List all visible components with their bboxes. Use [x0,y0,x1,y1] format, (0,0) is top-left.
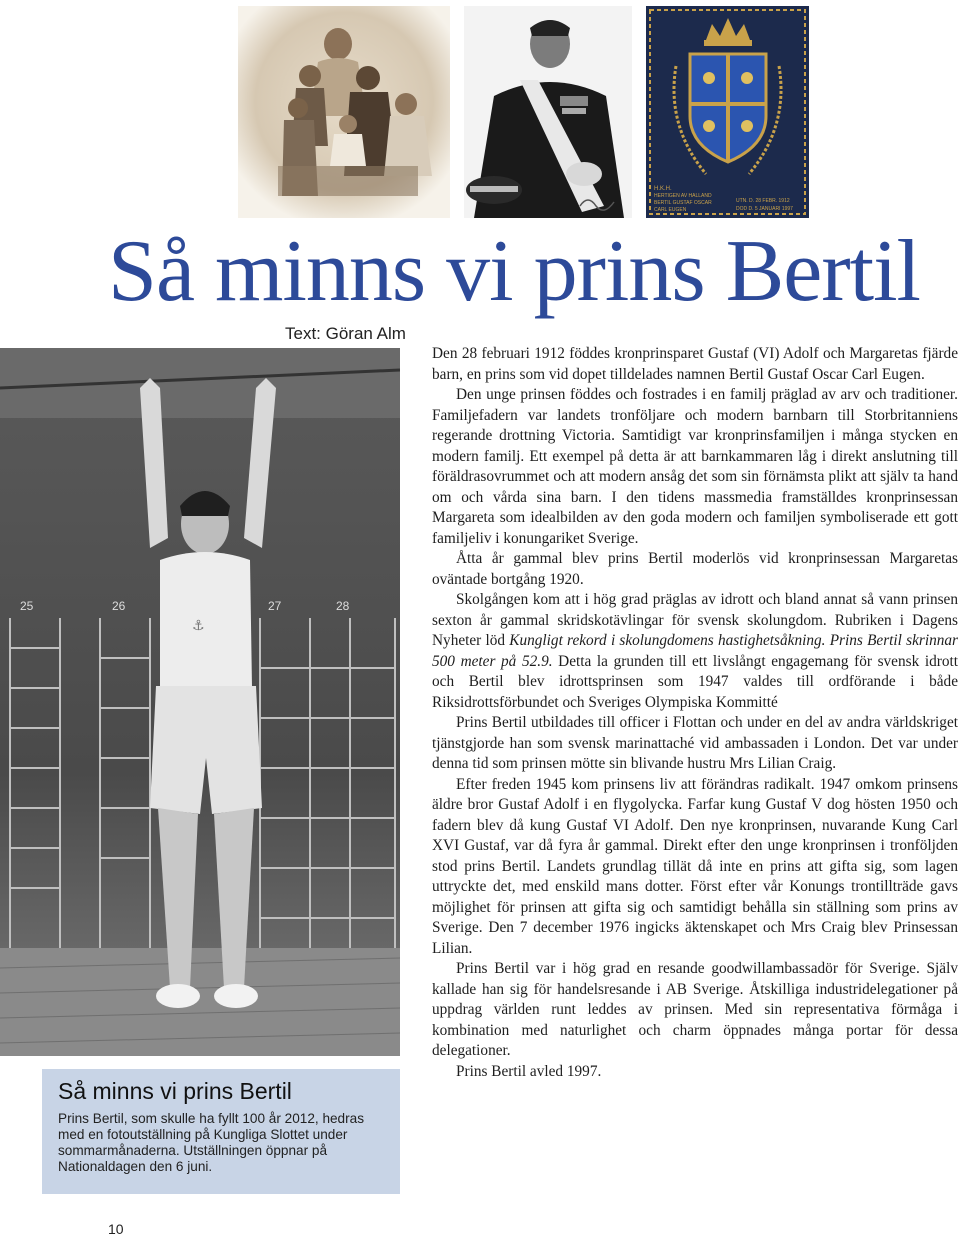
bar-number-26: 26 [112,599,126,613]
family-portrait-photo [238,6,450,218]
page-number: 10 [108,1221,124,1237]
article-headline: Så minns vi prins Bertil [108,223,920,320]
body-paragraph-4-quote: Kungligt rekord i skolungdomens hastighetsåkning. Prins Bertil skrinnar 500 meter på 52.9. [432,632,958,670]
caption-title: Så minns vi prins Bertil [58,1078,292,1104]
article-body [432,344,958,1082]
coat-of-arms-image [646,6,809,218]
coat-of-arms-graphic [646,6,809,218]
body-paragraph-1: Den 28 februari 1912 föddes kronprinsparet Gustaf (VI) Adolf och Margaretas fjärde barn, en prins som vid dopet tilldelades namnen Bertil Gustaf Oscar Carl Eugen. [432,345,958,383]
bar-number-27: 27 [268,599,282,613]
arms-inscription-left-4: CARL EUGEN [654,207,687,213]
naval-portrait-graphic [464,6,632,218]
arms-inscription-left-3: BERTIL GUSTAF OSCAR [654,200,712,206]
body-paragraph-5: Prins Bertil utbildades till officer i Flottan och under en del av andra världskriget tjänstgjorde han som svensk marinattaché vid ambassaden i London. Det var under denna tid som prinsen mötte sin blivande hustru Mrs Lilian Craig. [432,714,958,772]
arms-inscription-right-1: UTN. D. 28 FEBR. 1912 [736,198,790,204]
arms-inscription-left-1: H.K.H. [654,186,672,192]
caption-box [42,1069,400,1194]
body-paragraph-6: Efter freden 1945 kom prinsens liv att förändras radikalt. 1947 omkom prinsens äldre bror Gustaf Adolf i en flygolycka. Farfar kung Gustaf V dog hösten 1950 och fadern blev då kung Gustaf VI Adolf. Den nye kronprinsen, nuvarande Kung Carl XVI Gustaf, var då fyra år gammal. Direkt efter den unge kronprinsen i tronföljden stod prins Bertil. Landets grundlag tillät då inte en prins att gifta sig, som lagen uttryckte det, med enskild mans dotter. Först efter vår Konungs trontillträde gavs möjlighet för prinsen att gifta sig och samtidigt behålla sin ställning som prins av Sverige. Den 7 december 1976 ingicks äktenskapet och Mrs Craig blev Prinsessan Lilian. [432,775,958,957]
family-portrait-graphic [238,6,450,218]
anchor-icon: ⚓ [192,618,205,634]
caption-text: Prins Bertil, som skulle ha fyllt 100 år 2012, hedras med en fotoutställning på Kungliga Slottet under sommarmånaderna. Utställningen öppnar på Nationaldagen den 6 juni. [58,1111,365,1174]
body-paragraph-7: Prins Bertil var i hög grad en resande goodwillambassadör för Sverige. Själv kallade han sig för handelsresande i AB Sverige. Åtskilliga industridelegationer på uppdrag världen runt leddes av prinsen. Med sin representativa förmåga i kombination med naturlighet och charm öppnades många portar för dessa delegationer. [432,960,958,1059]
arms-inscription-right-2: DOD D. 5 JANUARI 1997 [736,206,793,212]
bar-number-25: 25 [20,599,34,613]
body-paragraph-8: Prins Bertil avled 1997. [456,1062,602,1080]
bar-number-28: 28 [336,599,350,613]
body-paragraph-4 [432,590,958,713]
article-byline: Text: Göran Alm [285,324,406,343]
arms-inscription-left-2: HERTIGEN AV HALLAND [654,193,712,199]
gymnast-photo [0,348,400,1056]
body-paragraph-4-b: Detta la grunden till ett livslångt engagemang för svensk idrott och Bertil blev idrottsprinsen som 1947 valdes till ordförande i både Riksidrottsförbundet och Sveriges Olympiska Kommitté [432,652,958,711]
gymnast-graphic [0,348,400,1056]
body-paragraph-4-a: Skolgången kom att i hög grad präglas av idrott och bland annat så vann prinsen sexton år gammal skridskotävlingar för svensk skolungdom. Rubriken i Dagens Nyheter löd [432,591,958,649]
naval-uniform-portrait-photo [464,6,632,218]
body-paragraph-3: Åtta år gammal blev prins Bertil moderlös vid kronprinsessan Margaretas oväntade bortgång 1920. [432,550,958,588]
body-paragraph-2: Den unge prinsen föddes och fostrades i en familj präglad av arv och traditioner. Familjefadern var landets tronföljare och modern barnbarn till Storbritanniens regerande drottning Victoria. Samtidigt var kronprinsfamiljen i många stycken en modern familj. Ett exempel på detta är att barnkammaren låg i direkt anslutning till föräldrasovrummet och att modern ansåg det som sin förnämsta plikt att själv ta hand om och vårda sina barn. I den tidens massmedia framställdes kronprinsessan Margareta som idealbilden av den goda modern och familjen symboliserade ett gott familjeliv i konungariket Sverige. [432,386,958,547]
